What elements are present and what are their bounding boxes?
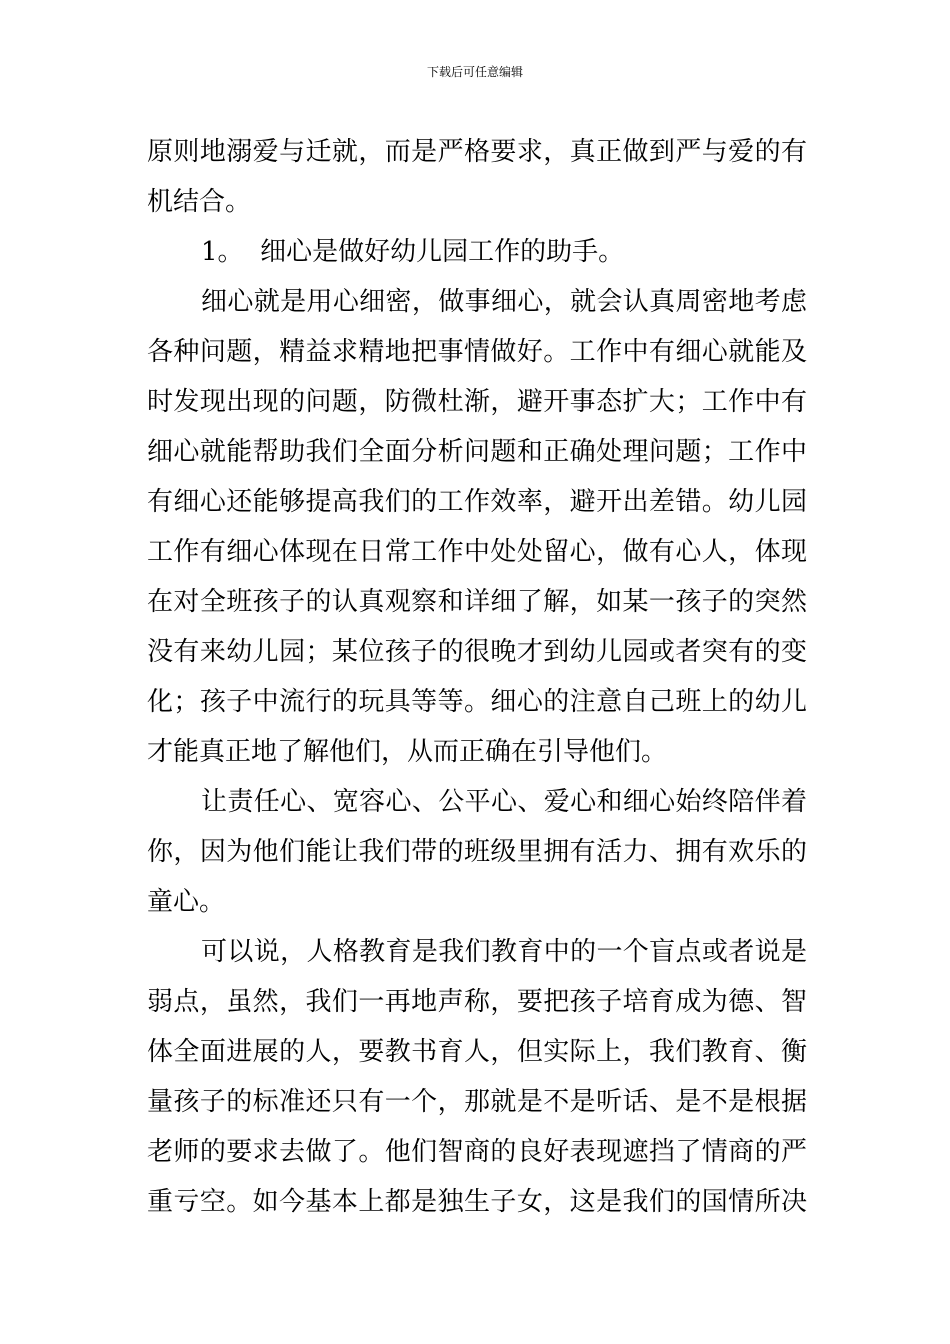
document-body: [147, 127, 807, 1227]
text-line: 量孩子的标准还只有一个，那就是不是听话、是不是根据: [147, 1087, 807, 1117]
text-line: 细心就是用心细密，做事细心，就会认真周密地考虑: [201, 287, 807, 317]
paragraph-personality-education: [147, 927, 807, 1227]
page-header: 下载后可任意编辑: [426, 65, 523, 79]
text-line: 没有来幼儿园；某位孩子的很晚才到幼儿园或者突有的变: [147, 637, 807, 667]
numbered-heading: [147, 227, 807, 277]
text-line: 弱点，虽然，我们一再地声称，要把孩子培育成为德、智: [147, 987, 807, 1017]
text-line: 可以说，人格教育是我们教育中的一个盲点或者说是: [201, 937, 807, 967]
text-line: 才能真正地了解他们，从而正确在引导他们。: [147, 737, 668, 767]
text-line: 机结合。: [147, 187, 252, 217]
text-line: 工作有细心体现在日常工作中处处留心，做有心人，体现: [147, 537, 807, 567]
text-line: 在对全班孩子的认真观察和详细了解，如某一孩子的突然: [147, 587, 807, 617]
text-line: 细心就能帮助我们全面分析问题和正确处理问题；工作中: [147, 437, 807, 467]
text-line: 各种问题，精益求精地把事情做好。工作中有细心就能及: [147, 337, 807, 367]
text-line: 老师的要求去做了。他们智商的良好表现遮挡了情商的严: [147, 1137, 807, 1167]
text-line: 重亏空。如今基本上都是独生子女，这是我们的国情所决: [147, 1187, 807, 1217]
text-line: 原则地溺爱与迁就，而是严格要求，真正做到严与爱的有: [147, 137, 807, 167]
text-line: 你，因为他们能让我们带的班级里拥有活力、拥有欢乐的: [147, 837, 807, 867]
paragraph-continuation: [147, 127, 807, 227]
text-line: 时发现出现的问题，防微杜渐，避开事态扩大；工作中有: [147, 387, 807, 417]
paragraph-carefulness: [147, 277, 807, 777]
text-line: 体全面进展的人，要教书育人，但实际上，我们教育、衡: [147, 1037, 807, 1067]
text-line: 化；孩子中流行的玩具等等。细心的注意自己班上的幼儿: [147, 687, 807, 717]
text-line: 让责任心、宽容心、公平心、爱心和细心始终陪伴着: [201, 787, 807, 817]
text-line: 有细心还能够提高我们的工作效率，避开出差错。幼儿园: [147, 487, 807, 517]
text-line: 1。 细心是做好幼儿园工作的助手。: [201, 237, 625, 267]
text-line: 童心。: [147, 887, 226, 917]
paragraph-accompany: [147, 777, 807, 927]
